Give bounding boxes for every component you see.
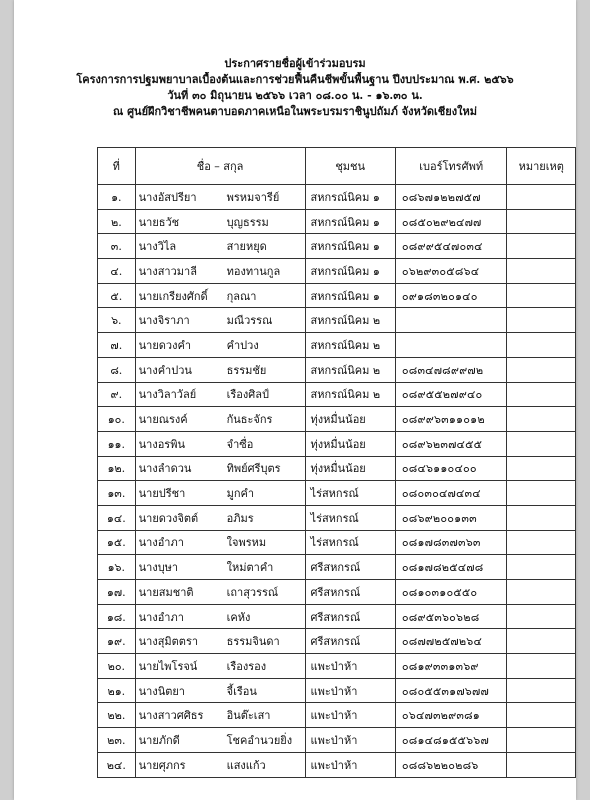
last-name: มณีวรรณ	[226, 314, 273, 328]
table-row	[98, 209, 576, 234]
first-name: นายเกรียงศักดิ์	[138, 289, 208, 303]
remark	[507, 654, 576, 679]
attendee-name	[135, 703, 305, 728]
first-name: นางอำภา	[138, 536, 184, 550]
community: ไร่สหกรณ์	[305, 505, 395, 530]
first-name: นางอรพิน	[138, 437, 185, 451]
phone-number: ๐๘๙๖๒๓๗๔๕๕	[395, 431, 507, 456]
remark	[507, 209, 576, 234]
phone-number	[395, 333, 507, 358]
remark	[507, 259, 576, 284]
first-name: นางวิไล	[138, 240, 177, 254]
table-row	[98, 629, 576, 654]
remark	[507, 580, 576, 605]
last-name: พรหมจารีย์	[226, 190, 280, 204]
last-name: อภิมร	[226, 511, 254, 525]
column-header-no: ที่	[98, 148, 136, 185]
first-name: นางบุษา	[138, 561, 179, 575]
attendee-table	[97, 147, 576, 778]
table-row	[98, 185, 576, 210]
community: แพะป่าห้า	[305, 654, 395, 679]
attendee-name	[135, 456, 305, 481]
community: แพะป่าห้า	[305, 728, 395, 753]
table-row	[98, 234, 576, 259]
column-header-group: ชุมชน	[305, 148, 395, 185]
attendee-name	[135, 357, 305, 382]
remark	[507, 604, 576, 629]
row-number: ๔.	[98, 259, 136, 284]
community: แพะป่าห้า	[305, 678, 395, 703]
table-row	[98, 654, 576, 679]
row-number: ๓.	[98, 234, 136, 259]
last-name: บุญธรรม	[226, 215, 269, 229]
community: สหกรณ์นิคม ๒	[305, 382, 395, 407]
table-row	[98, 555, 576, 580]
row-number: ๒๔.	[98, 752, 136, 777]
first-name: นายภักดี	[138, 733, 180, 747]
first-name: นางลำดวน	[138, 462, 192, 476]
last-name: ใจพรหม	[226, 536, 267, 550]
remark	[507, 752, 576, 777]
row-number: ๑๔.	[98, 505, 136, 530]
remark	[507, 456, 576, 481]
community: สหกรณ์นิคม ๒	[305, 308, 395, 333]
table-row	[98, 333, 576, 358]
first-name: นางสาวมาลี	[138, 264, 197, 278]
attendee-name	[135, 678, 305, 703]
header-title: ประกาศรายชื่อผู้เข้าร่วมอบรม	[224, 57, 366, 70]
table-row	[98, 382, 576, 407]
phone-number: ๐๘๙๕๓๖๐๖๒๘	[395, 604, 507, 629]
first-name: นางนิตยา	[138, 684, 185, 698]
row-number: ๗.	[98, 333, 136, 358]
phone-number: ๐๖๔๗๓๒๙๓๘๑	[395, 703, 507, 728]
attendee-name	[135, 654, 305, 679]
attendee-name	[135, 407, 305, 432]
last-name: กุลณา	[226, 289, 257, 303]
attendee-name	[135, 580, 305, 605]
table-row	[98, 259, 576, 284]
table-row	[98, 703, 576, 728]
row-number: ๑๖.	[98, 555, 136, 580]
table-row	[98, 530, 576, 555]
phone-number: ๐๘๘๖๒๒๐๒๘๖	[395, 752, 507, 777]
table-row	[98, 407, 576, 432]
last-name: สายหยุด	[226, 240, 267, 254]
row-number: ๒๐.	[98, 654, 136, 679]
row-number: ๕.	[98, 283, 136, 308]
table-row	[98, 456, 576, 481]
remark	[507, 481, 576, 506]
remark	[507, 234, 576, 259]
table-row	[98, 505, 576, 530]
last-name: ธรรมชัย	[226, 363, 267, 377]
community: สหกรณ์นิคม ๑	[305, 209, 395, 234]
first-name: นางวิลาวัลย์	[138, 388, 197, 402]
phone-number: ๐๖๒๙๓๐๕๘๖๔	[395, 259, 507, 284]
phone-number	[395, 308, 507, 333]
first-name: นางจิราภา	[138, 314, 190, 328]
column-header-name: ชื่อ – สกุล	[135, 148, 305, 185]
remark	[507, 728, 576, 753]
last-name: ทิพย์ศรีบุตร	[226, 462, 281, 476]
row-number: ๒.	[98, 209, 136, 234]
row-number: ๑๐.	[98, 407, 136, 432]
phone-number: ๐๘๙๙๕๔๗๐๓๔	[395, 234, 507, 259]
column-header-phone: เบอร์โทรศัพท์	[395, 148, 507, 185]
remark	[507, 505, 576, 530]
phone-number: ๐๘๗๗๒๕๗๒๖๔	[395, 629, 507, 654]
phone-number: ๐๘๑๐๓๑๐๕๕๐	[395, 580, 507, 605]
row-number: ๒๓.	[98, 728, 136, 753]
document-header	[14, 56, 576, 120]
first-name: นางสาวศศิธร	[138, 709, 204, 723]
remark	[507, 333, 576, 358]
remark	[507, 382, 576, 407]
last-name: ใหม่ตาคำ	[226, 561, 274, 575]
first-name: นายไพโรจน์	[138, 659, 198, 673]
attendee-name	[135, 333, 305, 358]
remark	[507, 555, 576, 580]
phone-number: ๐๘๑๗๘๒๕๔๗๘	[395, 555, 507, 580]
table-row	[98, 728, 576, 753]
column-header-remark: หมายเหตุ	[507, 148, 576, 185]
table-row	[98, 308, 576, 333]
remark	[507, 283, 576, 308]
phone-number: ๐๘๑๗๘๓๗๓๖๓	[395, 530, 507, 555]
remark	[507, 308, 576, 333]
community: ทุ่งหมื่นน้อย	[305, 456, 395, 481]
table-row	[98, 357, 576, 382]
community: ทุ่งหมื่นน้อย	[305, 407, 395, 432]
row-number: ๑๘.	[98, 604, 136, 629]
community: ศรีสหกรณ์	[305, 604, 395, 629]
attendee-name	[135, 308, 305, 333]
table-row	[98, 678, 576, 703]
remark	[507, 407, 576, 432]
remark	[507, 530, 576, 555]
first-name: นายศุภกร	[138, 758, 186, 772]
attendee-name	[135, 185, 305, 210]
last-name: จี้เรือน	[226, 684, 257, 698]
community: ศรีสหกรณ์	[305, 555, 395, 580]
last-name: ทองทานกูล	[226, 264, 281, 278]
document-page	[14, 0, 576, 800]
phone-number: ๐๘๑๔๘๑๕๕๖๖๗	[395, 728, 507, 753]
attendee-name	[135, 555, 305, 580]
first-name: นายธวัช	[138, 215, 180, 229]
community: สหกรณ์นิคม ๒	[305, 357, 395, 382]
attendee-name	[135, 481, 305, 506]
attendee-name	[135, 505, 305, 530]
community: สหกรณ์นิคม ๑	[305, 185, 395, 210]
header-project: โครงการการปฐมพยาบาลเบื้องต้นและการช่วยฟื้นคืนชีพขั้นพื้นฐาน ปีงบประมาณ พ.ศ. ๒๕๖๖	[76, 73, 514, 86]
community: สหกรณ์นิคม ๒	[305, 333, 395, 358]
remark	[507, 431, 576, 456]
attendee-name	[135, 209, 305, 234]
row-number: ๑๑.	[98, 431, 136, 456]
first-name: นางอำภา	[138, 610, 184, 624]
community: ทุ่งหมื่นน้อย	[305, 431, 395, 456]
attendee-name	[135, 728, 305, 753]
community: ศรีสหกรณ์	[305, 629, 395, 654]
last-name: อินต๊ะเสา	[226, 709, 271, 723]
last-name: คำปวง	[226, 338, 259, 352]
last-name: ธรรมจินดา	[226, 635, 280, 649]
phone-number: ๐๘๙๙๖๓๑๑๐๑๒	[395, 407, 507, 432]
attendee-name	[135, 283, 305, 308]
community: ไร่สหกรณ์	[305, 481, 395, 506]
first-name: นายดวงคำ	[138, 338, 191, 352]
row-number: ๑๕.	[98, 530, 136, 555]
row-number: ๒๒.	[98, 703, 136, 728]
table-row	[98, 580, 576, 605]
phone-number: ๐๘๑๙๓๓๑๓๖๙	[395, 654, 507, 679]
phone-number: ๐๘๐๕๕๓๑๗๖๗๗	[395, 678, 507, 703]
table-row	[98, 481, 576, 506]
community: สหกรณ์นิคม ๑	[305, 234, 395, 259]
phone-number: ๐๘๕๐๒๙๒๔๗๗	[395, 209, 507, 234]
row-number: ๑๙.	[98, 629, 136, 654]
phone-number: ๐๘๔๖๑๑๐๔๐๐	[395, 456, 507, 481]
last-name: เถาสุวรรณ์	[226, 585, 279, 599]
row-number: ๒๑.	[98, 678, 136, 703]
community: แพะป่าห้า	[305, 752, 395, 777]
row-number: ๑๗.	[98, 580, 136, 605]
community: ไร่สหกรณ์	[305, 530, 395, 555]
remark	[507, 678, 576, 703]
community: สหกรณ์นิคม ๑	[305, 283, 395, 308]
row-number: ๘.	[98, 357, 136, 382]
remark	[507, 629, 576, 654]
last-name: กันธะจักร	[226, 413, 273, 427]
last-name: แสงแก้ว	[226, 758, 266, 772]
table-row	[98, 604, 576, 629]
phone-number: ๐๘๓๔๗๘๙๙๗๒	[395, 357, 507, 382]
first-name: นางคำปวน	[138, 363, 192, 377]
header-location: ณ ศูนย์ฝึกวิชาชีพคนตาบอดภาคเหนือในพระบรมราชินูปถัมภ์ จังหวัดเชียงใหม่	[113, 105, 477, 118]
table-row	[98, 283, 576, 308]
phone-number: ๐๘๐๓๐๔๗๔๓๔	[395, 481, 507, 506]
row-number: ๑๒.	[98, 456, 136, 481]
last-name: เรืองรอง	[226, 659, 267, 673]
attendee-name	[135, 530, 305, 555]
remark	[507, 185, 576, 210]
row-number: ๖.	[98, 308, 136, 333]
last-name: เคหัง	[226, 610, 251, 624]
last-name: โชคอำนวยยิ่ง	[226, 733, 293, 747]
table-header-row	[98, 148, 576, 185]
remark	[507, 357, 576, 382]
phone-number: ๐๙๑๘๓๒๐๑๔๐	[395, 283, 507, 308]
header-date-time: วันที่ ๓๐ มิถุนายน ๒๕๖๖ เวลา ๐๘.๐๐ น. - ๑๖.๓๐ น.	[167, 89, 423, 102]
first-name: นางสุมิตตรา	[138, 635, 199, 649]
attendee-name	[135, 382, 305, 407]
community: แพะป่าห้า	[305, 703, 395, 728]
first-name: นางอัสปรียา	[138, 190, 197, 204]
first-name: นายดวงจิตต์	[138, 511, 199, 525]
phone-number: ๐๘๖๗๑๒๒๗๕๗	[395, 185, 507, 210]
row-number: ๑๓.	[98, 481, 136, 506]
row-number: ๑.	[98, 185, 136, 210]
phone-number: ๐๘๙๕๕๒๗๙๔๐	[395, 382, 507, 407]
table-row	[98, 752, 576, 777]
first-name: นายปรีชา	[138, 487, 186, 501]
table-row	[98, 431, 576, 456]
community: ศรีสหกรณ์	[305, 580, 395, 605]
attendee-name	[135, 629, 305, 654]
phone-number: ๐๘๖๙๒๐๐๑๓๓	[395, 505, 507, 530]
attendee-name	[135, 431, 305, 456]
row-number: ๙.	[98, 382, 136, 407]
last-name: จำซื่อ	[226, 437, 254, 451]
last-name: มูกคำ	[226, 487, 255, 501]
community: สหกรณ์นิคม ๑	[305, 259, 395, 284]
attendee-name	[135, 234, 305, 259]
attendee-rows	[98, 185, 576, 778]
first-name: นายสมชาติ	[138, 585, 194, 599]
last-name: เรืองศิลป์	[226, 388, 269, 402]
first-name: นายณรงค์	[138, 413, 188, 427]
remark	[507, 703, 576, 728]
attendee-name	[135, 604, 305, 629]
attendee-name	[135, 259, 305, 284]
attendee-name	[135, 752, 305, 777]
